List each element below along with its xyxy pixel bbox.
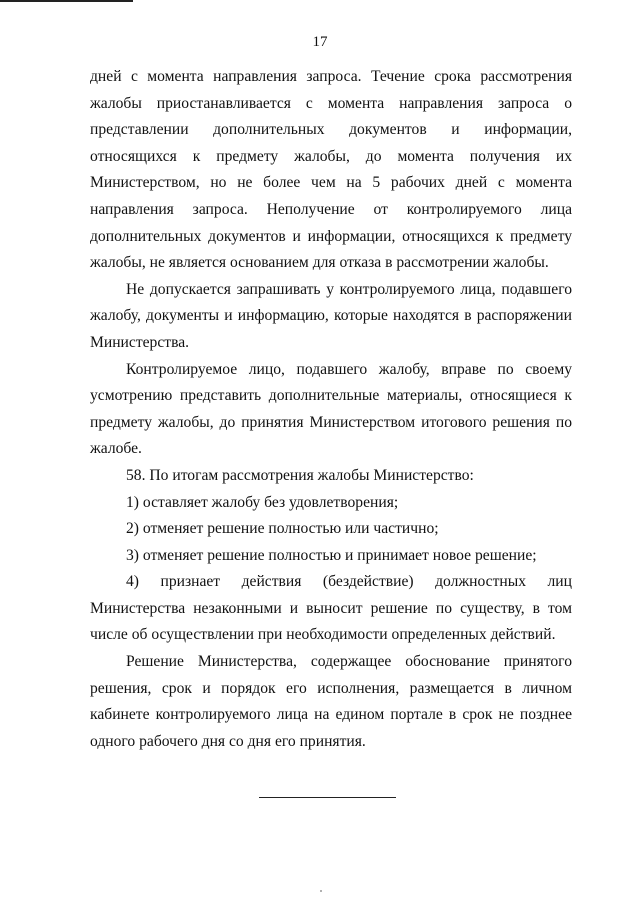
paragraph-no-request: Не допускается запрашивать у контролируемого лица, подавшего жалобу, документы и информацию, которые находятся в распоряжении Министерства. <box>90 280 572 351</box>
paragraph-decision: Решение Министерства, содержащее обоснование принятого решения, срок и порядок его исполнения, размещается в личном кабинете контролируемого лица на едином портале в срок не позднее одного рабочего дня со дня его принятия. <box>90 653 572 750</box>
section-58-heading: 58. По итогам рассмотрения жалобы Министерство: <box>126 466 474 484</box>
paragraph-additional-materials: Контролируемое лицо, подавшего жалобу, вправе по своему усмотрению представить дополнительные материалы, относящиеся к предмету жалобы, до принятия Министерством итогового решения по жалобе. <box>90 360 572 458</box>
paragraph-continuation: дней с момента направления запроса. Течение срока рассмотрения жалобы приостанавливается с момента направления запроса о представлении дополнительных документов и информации, относящихся к предмету жалобы, до момента получения их Министерством, но не более чем на 5 рабочих дней с момента направления запроса. Неполучение от контролируемого лица дополнительных документов и информации, относящихся к предмету жалобы, не является основанием для отказа в рассмотрении жалобы. <box>90 68 572 272</box>
list-item-1: 1) оставляет жалобу без удовлетворения; <box>126 493 399 511</box>
scan-mark <box>320 890 322 892</box>
list-item-3: 3) отменяет решение полностью и принимает новое решение; <box>126 546 537 564</box>
page-number: 17 <box>312 34 328 50</box>
top-rule <box>0 0 133 2</box>
document-body <box>90 64 572 755</box>
list-item-4: 4) признает действия (бездействие) должностных лиц Министерства незаконными и выносит решение по существу, в том числе об осуществлении при необходимости определенных действий. <box>90 573 572 644</box>
end-rule <box>259 797 396 798</box>
list-item-2: 2) отменяет решение полностью или частично; <box>126 520 439 538</box>
